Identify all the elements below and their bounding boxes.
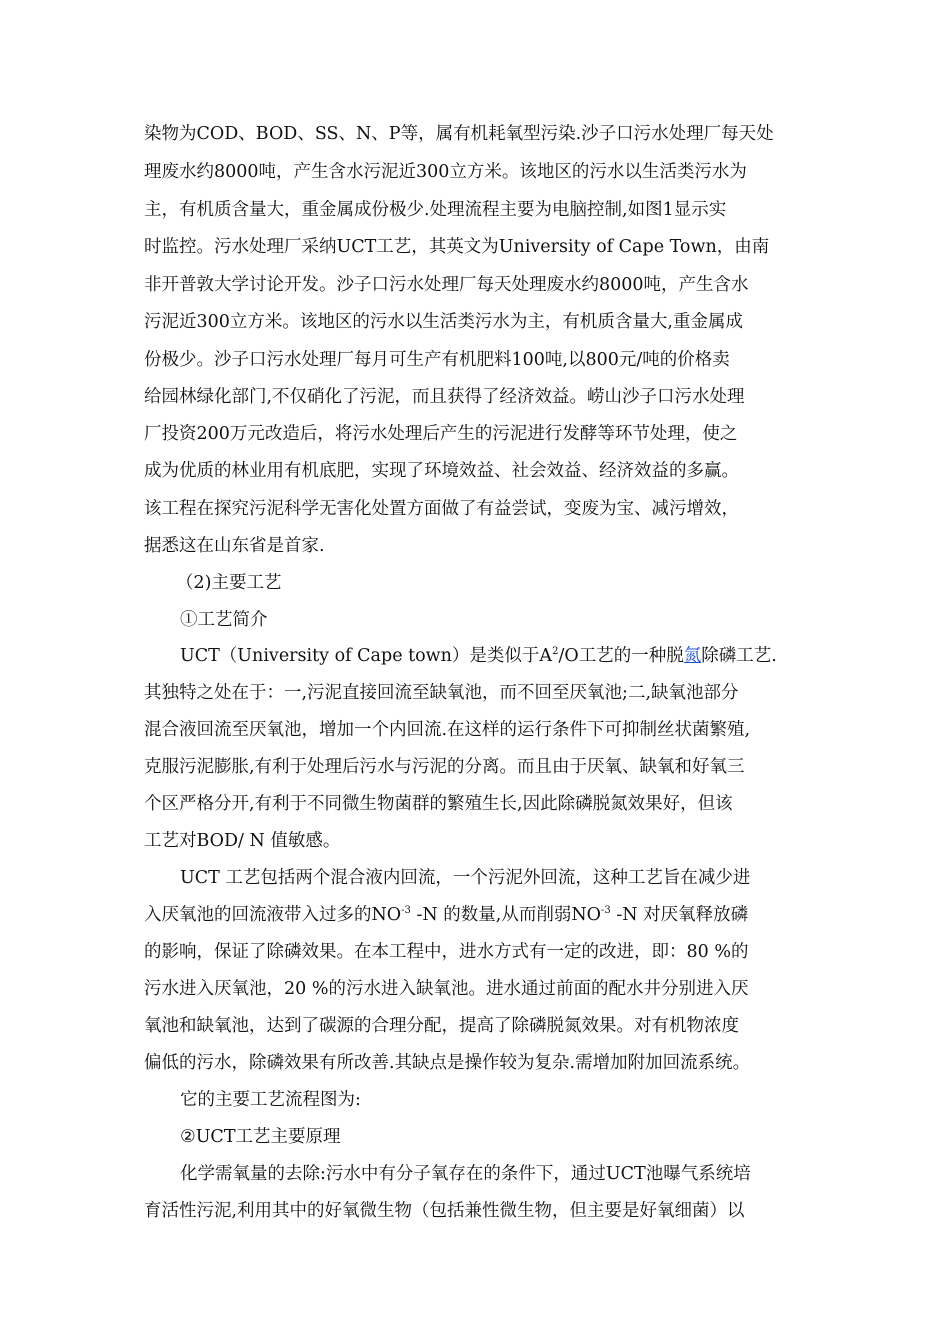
text-run: -N 的数量,从而削弱NO xyxy=(410,905,601,925)
paragraph-line: 混合液回流至厌氧池，增加一个内回流.在这样的运行条件下可抑制丝状菌繁殖, xyxy=(144,720,751,740)
hyperlink[interactable]: 氮 xyxy=(683,646,702,666)
paragraph-line: 的影响，保证了除磷效果。在本工程中，进水方式有一定的改进，即：80 %的 xyxy=(144,942,749,962)
paragraph-line: 克服污泥膨胀,有利于处理后污水与污泥的分离。而且由于厌氧、缺氧和好氧三 xyxy=(144,757,745,777)
paragraph-line: 个区严格分开,有利于不同微生物菌群的繁殖生长,因此除磷脱氮效果好，但该 xyxy=(144,794,733,814)
paragraph-line: 污水进入厌氧池，20 %的污水进入缺氧池。进水通过前面的配水井分别进入厌 xyxy=(144,979,749,999)
paragraph-line: 染物为COD、BOD、SS、N、P等，属有机耗氧型污染.沙子口污水处理厂每天处 xyxy=(144,124,774,144)
paragraph-line xyxy=(144,903,748,927)
paragraph-line: 其独特之处在于：一,污泥直接回流至缺氧池，而不回至厌氧池;二,缺氧池部分 xyxy=(144,683,739,703)
paragraph-line: 工艺对BOD/ N 值敏感。 xyxy=(144,831,341,851)
paragraph-line: 非开普敦大学讨论开发。沙子口污水处理厂每天处理废水约8000吨，产生含水 xyxy=(144,275,749,295)
paragraph-line: 给园林绿化部门,不仅硝化了污泥，而且获得了经济效益。崂山沙子口污水处理 xyxy=(144,387,745,407)
text-run: UCT（University of Cape town）是类似于A xyxy=(180,646,553,666)
paragraph-line xyxy=(180,644,777,668)
paragraph-line: 主，有机质含量大，重金属成份极少.处理流程主要为电脑控制,如图1显示实 xyxy=(144,200,727,220)
paragraph-line: 化学需氧量的去除:污水中有分子氧存在的条件下，通过UCT池曝气系统培 xyxy=(180,1164,751,1184)
paragraph-line: 污泥近300立方米。该地区的污水以生活类污水为主，有机质含量大,重金属成 xyxy=(144,312,743,332)
text-run: 入厌氧池的回流液带入过多的NO xyxy=(144,905,402,925)
superscript: 2 xyxy=(552,646,559,658)
paragraph-line: 氧池和缺氧池，达到了碳源的合理分配，提高了除磷脱氮效果。对有机物浓度 xyxy=(144,1016,739,1036)
text-run: /O工艺的一种脱 xyxy=(558,646,684,666)
paragraph-line: 时监控。污水处理厂采纳UCT工艺，其英文为University of Cape Town，由南 xyxy=(144,237,770,257)
paragraph-line: 份极少。沙子口污水处理厂每月可生产有机肥料100吨,以800元/吨的价格卖 xyxy=(144,350,730,370)
paragraph-line: 厂投资200万元改造后，将污水处理后产生的污泥进行发酵等环节处理，使之 xyxy=(144,424,738,444)
text-run: -N 对厌氧释放磷 xyxy=(610,905,749,925)
paragraph-line: 育活性污泥,利用其中的好氧微生物（包括兼性微生物，但主要是好氧细菌）以 xyxy=(144,1201,745,1221)
superscript: -3 xyxy=(601,905,611,917)
paragraph-line: 据悉这在山东省是首家. xyxy=(144,536,325,556)
paragraph-line: 偏低的污水，除磷效果有所改善.其缺点是操作较为复杂.需增加附加回流系统。 xyxy=(144,1053,751,1073)
paragraph-line: 该工程在探究污泥科学无害化处置方面做了有益尝试，变废为宝、减污增效， xyxy=(144,499,739,519)
paragraph-line: 理废水约8000吨，产生含水污泥近300立方米。该地区的污水以生活类污水为 xyxy=(144,162,747,182)
superscript: -3 xyxy=(401,905,411,917)
paragraph-line: 成为优质的林业用有机底肥，实现了环境效益、社会效益、经济效益的多赢。 xyxy=(144,461,739,481)
subsection-heading: ②UCT工艺主要原理 xyxy=(180,1127,341,1147)
section-heading: （2)主要工艺 xyxy=(176,573,282,593)
text-run: 除磷工艺. xyxy=(701,646,777,666)
paragraph-line: UCT 工艺包括两个混合液内回流，一个污泥外回流，这种工艺旨在减少进 xyxy=(180,868,751,888)
subsection-heading: ①工艺简介 xyxy=(180,610,268,630)
paragraph-line: 它的主要工艺流程图为: xyxy=(180,1090,361,1110)
